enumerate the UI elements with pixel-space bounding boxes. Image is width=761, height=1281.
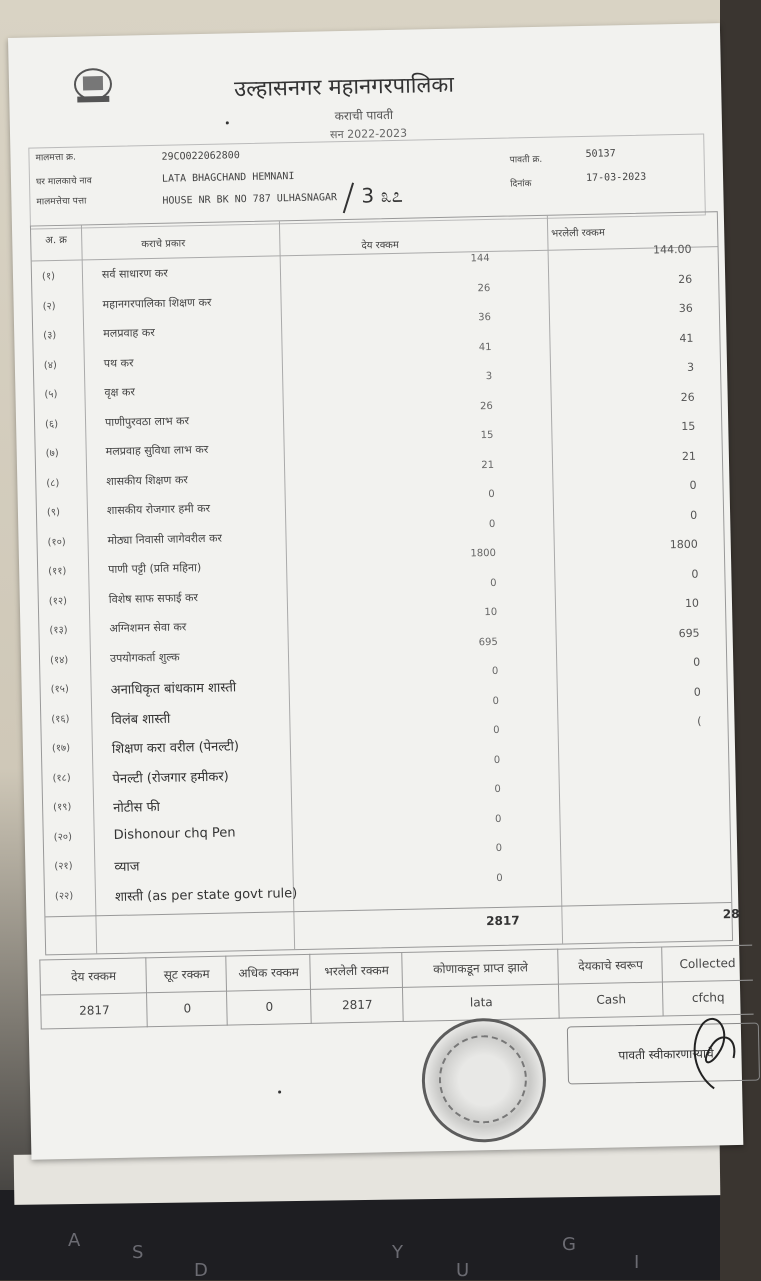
document-title: उल्हासनगर महानगरपालिका	[233, 72, 455, 103]
official-seal-icon	[421, 1017, 548, 1144]
summary-header: देयकाचे स्वरूप	[558, 947, 663, 984]
row-due: 695	[478, 636, 498, 648]
row-serial: (२०)	[53, 831, 73, 843]
summary-value: 0	[183, 1001, 192, 1016]
summary-value: 2817	[341, 997, 373, 1013]
row-due: 0	[493, 724, 500, 736]
row-serial: (१८)	[52, 772, 71, 784]
row-tax-type: नोटीस फी	[113, 799, 161, 816]
handwritten-text: 3 ೩೭	[361, 182, 404, 208]
row-serial: (११)	[48, 565, 67, 578]
financial-year: सन 2022-2023	[329, 126, 408, 142]
row-serial: (५)	[44, 389, 58, 401]
summary-value: lata	[469, 995, 493, 1010]
row-due: 1800	[470, 547, 497, 560]
row-tax-type: शासकीय रोजगार हमी कर	[106, 501, 211, 518]
address-label: मालमत्तेचा पत्ता	[36, 196, 87, 208]
property-no: 29CO022062800	[161, 150, 240, 163]
signature-icon	[683, 1013, 745, 1094]
row-paid: 0	[689, 478, 697, 492]
row-tax-type: उपयोगकर्ता शुल्क	[109, 650, 180, 665]
row-paid: 0	[691, 567, 699, 581]
header-sn: अ. क्र	[45, 234, 68, 247]
row-tax-type: पथ कर	[103, 355, 134, 370]
summary-value: Cash	[596, 992, 627, 1007]
row-due: 0	[494, 783, 501, 795]
row-paid: 0	[693, 655, 701, 669]
ink-dot	[278, 1091, 281, 1094]
row-due: 36	[478, 311, 492, 324]
row-tax-type: सर्व साधारण कर	[101, 266, 168, 282]
row-serial: (१३)	[49, 624, 68, 637]
row-paid: (	[697, 714, 702, 728]
receipt-no: 50137	[585, 148, 616, 160]
row-tax-type: विशेष साफ सफाई कर	[108, 590, 199, 606]
summary-header: कोणाकडून प्राप्त झाले	[402, 950, 559, 988]
summary-header: Collected	[662, 946, 753, 983]
summary-col	[145, 956, 227, 1028]
row-tax-type: विलंब शास्ती	[111, 711, 171, 728]
row-serial: (७)	[45, 448, 59, 460]
row-serial: (२२)	[54, 890, 74, 902]
receipt-date: 17-03-2023	[585, 171, 647, 184]
row-tax-type: Dishonour chq Pen	[113, 824, 236, 843]
receipt-no-label: पावती क्र.	[509, 154, 543, 166]
row-paid: 21	[681, 449, 697, 463]
total-due: 2817	[486, 913, 520, 929]
owner-label: घर मालकाचे नाव	[35, 176, 92, 188]
row-tax-type: मलप्रवाह सुविधा लाभ कर	[105, 442, 209, 459]
row-due: 0	[490, 577, 497, 589]
row-tax-type: पेनल्टी (रोजगार हमीकर)	[112, 769, 229, 787]
row-serial: (१९)	[53, 801, 72, 814]
row-serial: (१६)	[51, 713, 70, 725]
row-tax-type: मोठ्या निवासी जागेवरील कर	[107, 531, 223, 547]
summary-value: 2817	[78, 1003, 110, 1018]
row-due: 144	[470, 252, 490, 265]
row-paid: 10	[684, 596, 700, 610]
row-due: 0	[488, 488, 495, 501]
header-due: देय रक्कम	[361, 239, 400, 252]
header-tax-type: कराचे प्रकार	[141, 238, 186, 251]
row-due: 10	[484, 606, 498, 619]
owner-name: LATA BHAGCHAND HEMNANI	[161, 171, 295, 185]
row-serial: (२१)	[54, 860, 73, 873]
row-tax-type: पाणी पट्टी (प्रति महिना)	[108, 561, 202, 577]
ink-dot	[226, 121, 229, 124]
row-tax-type: व्याज	[114, 859, 140, 875]
tax-receipt-paper	[8, 23, 743, 1160]
row-serial: (३)	[43, 330, 57, 342]
row-serial: (१२)	[48, 595, 68, 607]
key-u: U	[456, 1260, 470, 1281]
row-serial: (४)	[43, 359, 57, 371]
row-paid: 15	[681, 419, 696, 433]
summary-col	[225, 954, 311, 1026]
row-paid: 3	[686, 360, 695, 374]
row-due: 0	[488, 518, 496, 530]
row-due: 0	[491, 665, 499, 678]
row-serial: (२)	[42, 300, 56, 312]
row-tax-type: महानगरपालिका शिक्षण कर	[102, 295, 212, 311]
row-tax-type: वृक्ष कर	[104, 385, 136, 400]
summary-col	[309, 952, 403, 1024]
row-tax-type: शासकीय शिक्षण कर	[106, 472, 188, 488]
key-y: Y	[392, 1242, 403, 1263]
key-s: S	[132, 1242, 144, 1263]
row-due: 26	[479, 400, 493, 412]
row-paid: 26	[680, 390, 695, 404]
row-tax-type: अनाधिकृत बांधकाम शास्ती	[110, 680, 237, 698]
row-due: 0	[494, 813, 502, 825]
row-due: 3	[485, 370, 493, 383]
row-serial: (१४)	[49, 654, 69, 666]
seal-ring	[438, 1034, 528, 1124]
row-due: 0	[495, 842, 503, 854]
row-paid: 0	[693, 685, 701, 699]
payment-summary	[39, 945, 740, 1030]
key-i: I	[634, 1252, 640, 1273]
row-paid: 36	[678, 301, 693, 316]
summary-col	[661, 945, 753, 1017]
date-label: दिनांक	[510, 179, 532, 190]
row-due: 0	[492, 695, 500, 707]
total-paid: 28	[722, 906, 740, 922]
receiver-label: पावती स्वीकारणाऱ्याचे	[618, 1046, 714, 1063]
row-paid: 1800	[669, 537, 698, 552]
summary-header: भरलेली रक्कम	[310, 953, 403, 990]
row-tax-type: अग्निशमन सेवा कर	[109, 620, 187, 636]
row-serial: (१७)	[51, 742, 71, 755]
row-serial: (१५)	[50, 683, 69, 696]
document-subtitle: कराची पावती	[334, 107, 394, 124]
key-a: A	[68, 1230, 81, 1251]
key-d: D	[194, 1260, 208, 1281]
tax-table	[30, 211, 740, 955]
property-no-label: मालमत्ता क्र.	[35, 152, 77, 164]
row-paid: 695	[678, 626, 700, 640]
key-g: G	[562, 1234, 576, 1255]
row-due: 0	[496, 872, 503, 884]
summary-header: सूट रक्कम	[146, 957, 227, 994]
row-tax-type: मलप्रवाह कर	[103, 325, 155, 341]
row-due: 26	[477, 282, 491, 294]
row-paid: 41	[679, 331, 694, 345]
header-paid: भरलेली रक्कम	[551, 227, 605, 240]
summary-col	[39, 957, 147, 1029]
summary-header: अधिक रक्कम	[226, 955, 311, 992]
summary-col	[401, 949, 559, 1022]
row-tax-type: शिक्षण करा वरील (पेनल्टी)	[111, 739, 240, 757]
summary-header: देय रक्कम	[40, 958, 147, 995]
row-paid: 26	[678, 272, 693, 286]
row-serial: (९)	[46, 507, 61, 519]
row-paid: 0	[689, 508, 698, 522]
row-tax-type: शास्ती (as per state govt rule)	[114, 885, 298, 905]
row-serial: (६)	[44, 418, 59, 430]
municipal-emblem-icon	[71, 66, 116, 107]
summary-col	[557, 946, 663, 1018]
row-tax-type: पाणीपुरवठा लाभ कर	[104, 413, 190, 429]
summary-value: 0	[265, 999, 274, 1014]
handwritten-note	[339, 175, 450, 217]
address: HOUSE NR BK NO 787 ULHASNAGAR	[162, 192, 338, 207]
row-serial: (८)	[46, 477, 60, 489]
row-due: 41	[478, 341, 492, 353]
summary-value: cfchq	[691, 990, 725, 1005]
row-due: 15	[480, 429, 494, 442]
row-due: 0	[493, 754, 501, 766]
row-paid: 144.00	[652, 242, 692, 257]
row-due: 21	[481, 459, 495, 471]
row-serial: (१)	[41, 271, 56, 283]
row-serial: (१०)	[47, 536, 66, 548]
